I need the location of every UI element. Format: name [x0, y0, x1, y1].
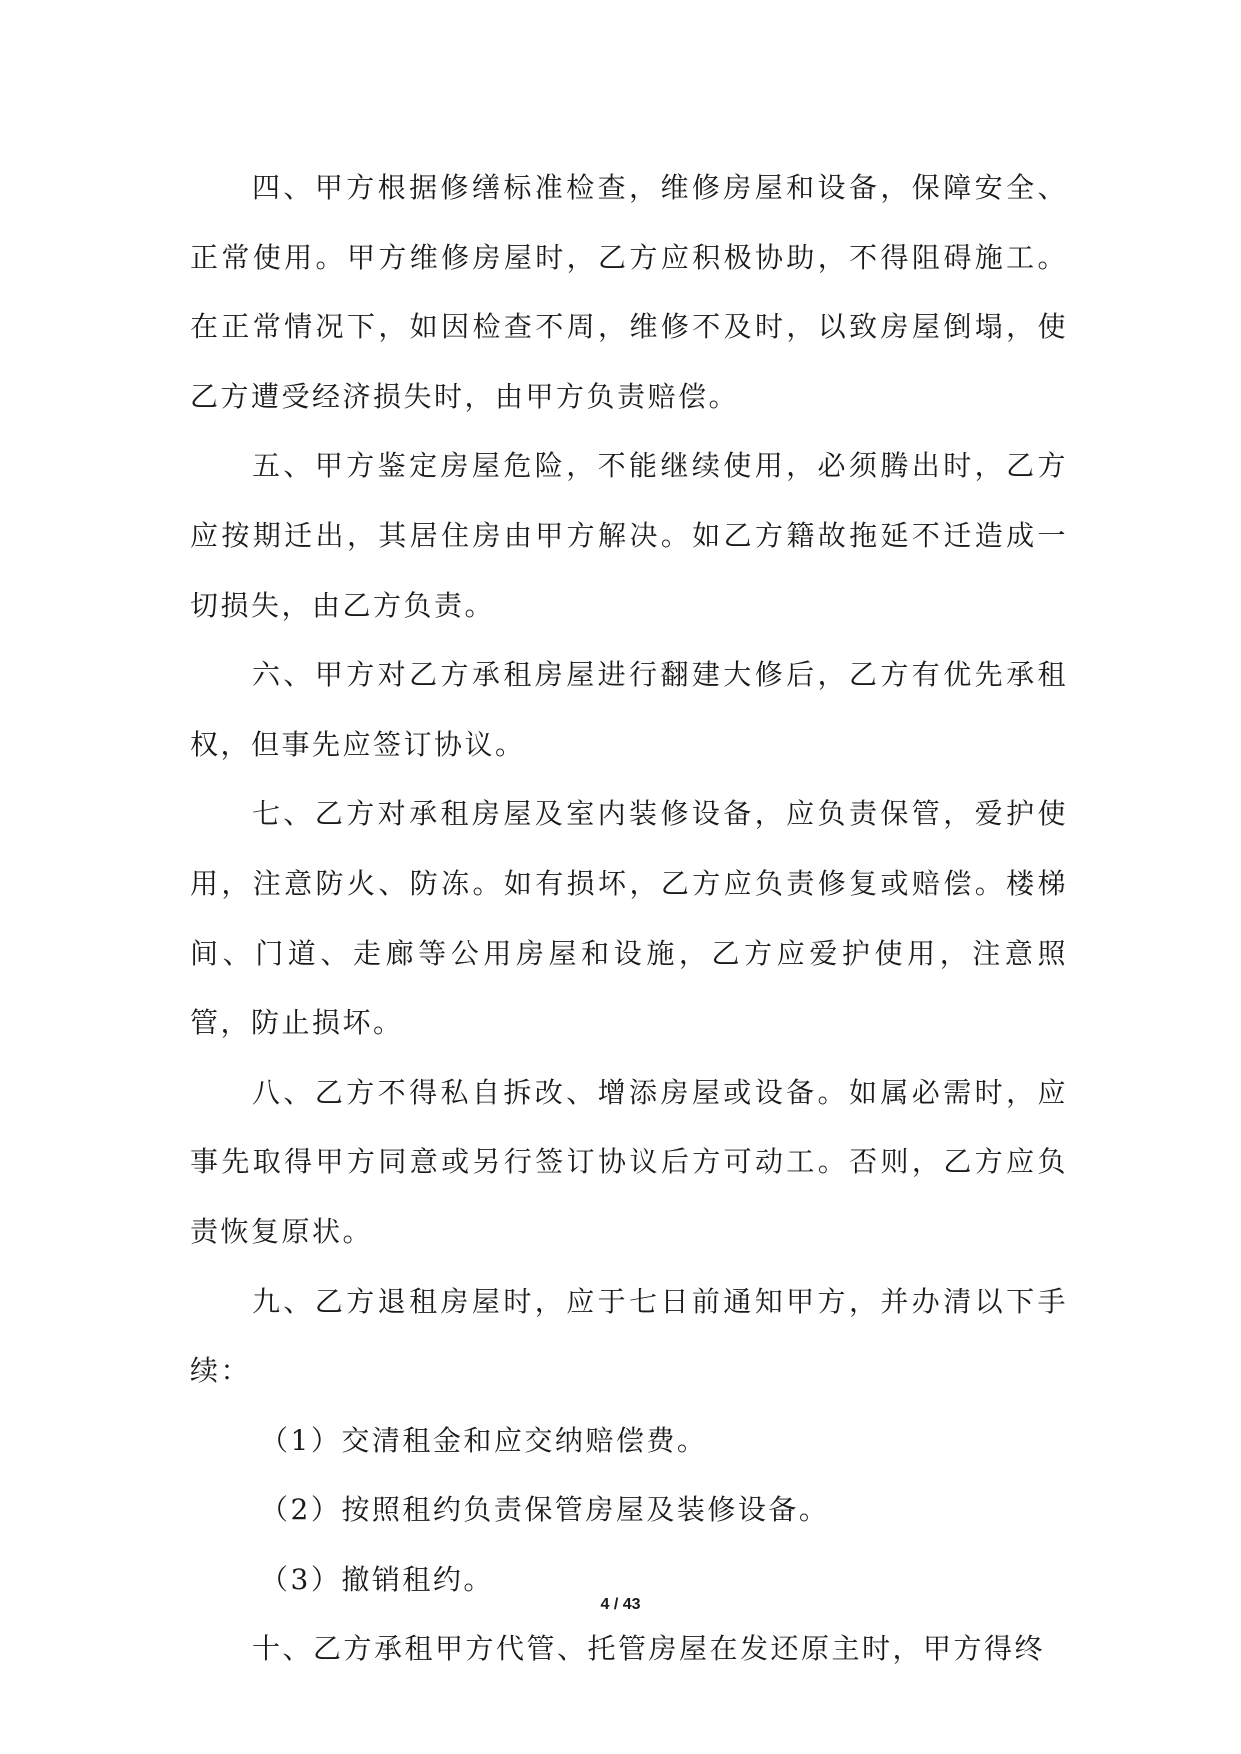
clause-9-item-2: （2）按照租约负责保管房屋及装修设备。 — [260, 1493, 830, 1527]
clause-8: 八、乙方不得私自拆改、增添房屋或设备。如属必需时，应事先取得甲方同意或另行签订协议后方可动工。否则，乙方应负责恢复原状。 — [190, 1075, 1068, 1248]
page-number: 4 / 43 — [600, 1596, 641, 1613]
clause-9: 九、乙方退租房屋时，应于七日前通知甲方，并办清以下手续： — [190, 1284, 1068, 1388]
clause-5: 五、甲方鉴定房屋危险，不能继续使用，必须腾出时，乙方应按期迁出，其居住房由甲方解决。如乙方籍故拖延不迁造成一切损失，由乙方负责。 — [190, 449, 1068, 622]
clause-4: 四、甲方根据修缮标准检查，维修房屋和设备，保障安全、正常使用。甲方维修房屋时，乙方应积极协助，不得阻碍施工。在正常情况下，如因检查不周，维修不及时，以致房屋倒塌，使乙方遭受经济损失时，由甲方负责赔偿。 — [190, 171, 1068, 413]
clause-10: 十、乙方承租甲方代管、托管房屋在发还原主时，甲方得终 — [252, 1632, 1046, 1666]
clause-7: 七、乙方对承租房屋及室内装修设备，应负责保管，爱护使用，注意防火、防冻。如有损坏，乙方应负责修复或赔偿。楼梯间、门道、走廊等公用房屋和设施，乙方应爱护使用，注意照管，防止损坏。 — [190, 797, 1068, 1040]
clause-9-item-3: （3）撤销租约。 — [260, 1562, 494, 1596]
clause-9-item-1: （1）交清租金和应交纳赔偿费。 — [260, 1423, 708, 1457]
clause-6: 六、甲方对乙方承租房屋进行翻建大修后，乙方有优先承租权，但事先应签订协议。 — [190, 658, 1068, 761]
document-body — [190, 153, 1068, 1684]
